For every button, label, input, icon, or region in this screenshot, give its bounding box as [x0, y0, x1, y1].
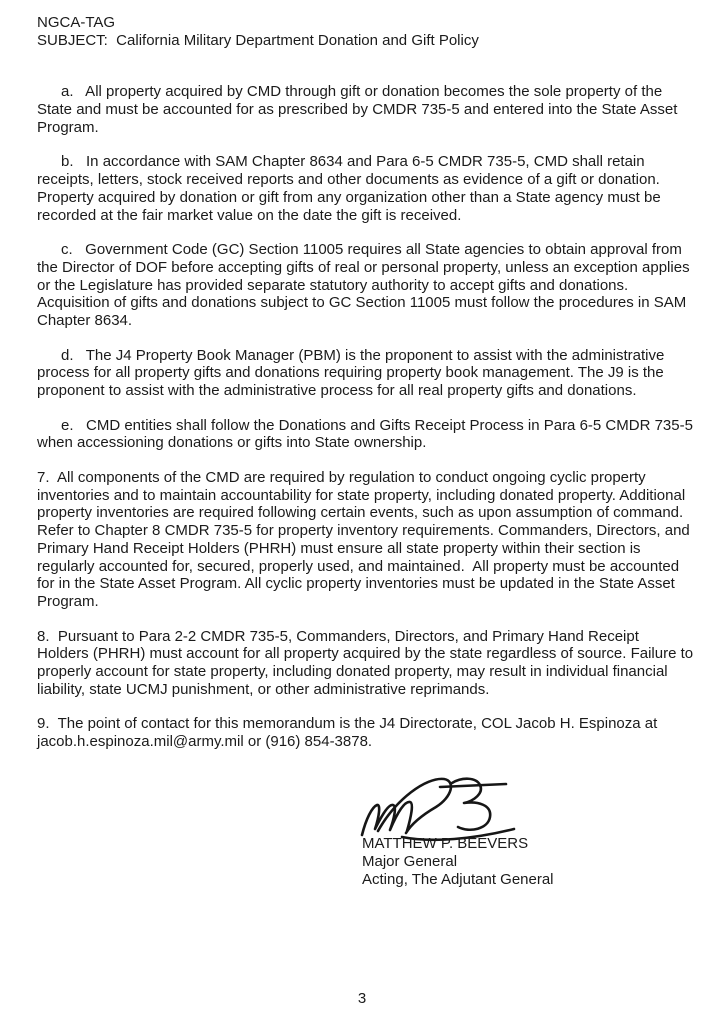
sub-paragraph-b: b. In accordance with SAM Chapter 8634 and Para 6-5 CMDR 735-5, CMD shall retain receipts, letters, stock received reports and other documents as evidence of a gift or donation. Property acquired by donation or gift from any organization other than a State agency must be recorded at the fair market value on the date the gift is received.	[37, 153, 665, 224]
office-symbol: NGCA-TAG	[37, 14, 116, 31]
paragraph-9: 9. The point of contact for this memorandum is the J4 Directorate, COL Jacob H. Espinoza at jacob.h.espinoza.mil@army.mil or (916) 854-3878.	[37, 715, 662, 750]
signature-block	[362, 773, 694, 890]
signer-name: MATTHEW P. BEEVERS	[362, 834, 529, 852]
sub-paragraph-d: d. The J4 Property Book Manager (PBM) is the proponent to assist with the administrative process for all property gifts and donations requiring property book management. The J9 is the proponent to assist with the administrative process for all real property gifts and donations.	[37, 346, 669, 399]
sub-paragraph-e: e. CMD entities shall follow the Donations and Gifts Receipt Process in Para 6-5 CMDR 735-5 when accessioning donations or gifts into State ownership.	[37, 416, 698, 452]
subject-line: SUBJECT: California Military Department Donation and Gift Policy	[37, 31, 479, 49]
paragraph-7: 7. All components of the CMD are required by regulation to conduct ongoing cyclic property inventories and to maintain accountability for state property, including donated property. Additional property inventories are required following certain events, such as upon assumption of command. Refer to Chapter 8 CMDR 735-5 for property inventory requirements. Commanders, Directors, and Primary Hand Receipt Holders (PHRH) must ensure all state property within their section is regularly accounted for, secured, properly used, and maintained. All property must be accounted for in the State Asset Program. All cyclic property inventories must be updated in the State Asset Program.	[37, 469, 694, 610]
signer-rank: Major General	[362, 852, 458, 870]
paragraph-8: 8. Pursuant to Para 2-2 CMDR 735-5, Commanders, Directors, and Primary Hand Receipt Holders (PHRH) must account for all property acquired by the state regardless of source. Failure to properly account for state property, including donated property, may result in individual financial liability, state UCMJ punishment, or other administrative reprimands.	[37, 627, 698, 698]
sub-paragraph-c: c. Government Code (GC) Section 11005 requires all State agencies to obtain approval from the Director of DOF before accepting gifts of real or personal property, unless an exception applies or the Legislature has provided separate statutory authority to accept gifts and donations. Acquisition of gifts and donations subject to GC Section 11005 must follow the procedures in SAM Chapter 8634.	[37, 241, 694, 329]
page-number: 3	[357, 990, 367, 1008]
signer-role: Acting, The Adjutant General	[362, 871, 554, 889]
sub-paragraph-a: a. All property acquired by CMD through gift or donation becomes the sole property of the State and must be accounted for as prescribed by CMDR 735-5 and entered into the State Asset Program.	[37, 83, 682, 136]
document-header	[37, 14, 694, 49]
